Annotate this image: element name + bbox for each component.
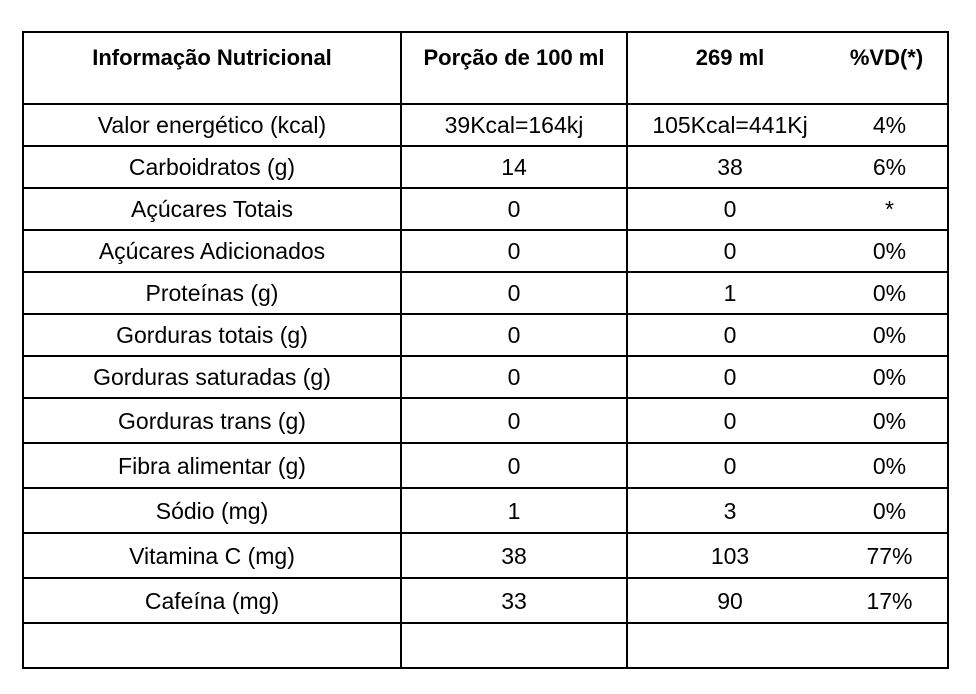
table-row [24, 579, 949, 624]
value-per-269ml: 0 [723, 322, 737, 348]
nutrient-name [24, 624, 402, 667]
table-row [24, 444, 949, 489]
nutrient-name: Gorduras totais (g) [24, 315, 402, 355]
value-per-100ml: 0 [402, 231, 628, 271]
nutrient-name: Fibra alimentar (g) [24, 444, 402, 487]
value-per-100ml: 14 [402, 147, 628, 187]
table-row [24, 489, 949, 534]
nutrient-name: Açúcares Adicionados [24, 231, 402, 271]
value-per-269ml: 105Kcal=441Kj [652, 112, 808, 138]
daily-value-percent: 0% [832, 273, 949, 313]
daily-value-percent: 0% [832, 231, 949, 271]
value-per-100ml: 0 [402, 444, 628, 487]
nutrient-name: Gorduras trans (g) [24, 399, 402, 442]
nutrient-name: Proteínas (g) [24, 273, 402, 313]
value-per-269ml: 0 [723, 407, 737, 434]
value-per-100ml: 0 [402, 357, 628, 397]
table-row [24, 399, 949, 444]
value-per-100ml: 0 [402, 315, 628, 355]
daily-value-percent [832, 624, 949, 667]
value-per-269ml: 103 [710, 542, 750, 569]
value-per-100ml: 0 [402, 273, 628, 313]
value-per-269ml [628, 624, 832, 667]
value-per-269ml: 90 [717, 587, 743, 614]
header-portion-100ml: Porção de 100 ml [402, 33, 628, 103]
value-per-269ml: 38 [717, 154, 743, 180]
header-269ml: 269 ml [695, 45, 765, 70]
table-row [24, 273, 949, 315]
nutrient-name: Vitamina C (mg) [24, 534, 402, 577]
value-per-100ml: 39Kcal=164kj [402, 105, 628, 145]
header-daily-value: %VD(*) [832, 33, 949, 103]
value-per-100ml: 33 [402, 579, 628, 622]
daily-value-percent: 77% [832, 534, 949, 577]
value-per-100ml [402, 624, 628, 667]
value-per-269ml: 3 [723, 497, 737, 524]
daily-value-percent: 0% [832, 399, 949, 442]
table-row [24, 147, 949, 189]
table-row [24, 357, 949, 399]
nutrient-name: Gorduras saturadas (g) [24, 357, 402, 397]
value-per-269ml: 1 [723, 280, 737, 306]
daily-value-percent: 17% [832, 579, 949, 622]
daily-value-percent: 6% [832, 147, 949, 187]
table-row [24, 534, 949, 579]
table-row [24, 231, 949, 273]
table-row-empty [24, 624, 949, 669]
table-row [24, 315, 949, 357]
nutrition-table [22, 31, 949, 669]
table-row [24, 189, 949, 231]
nutrient-name: Cafeína (mg) [24, 579, 402, 622]
value-per-100ml: 0 [402, 399, 628, 442]
nutrient-name: Sódio (mg) [24, 489, 402, 532]
value-per-100ml: 0 [402, 189, 628, 229]
value-per-269ml: 0 [723, 196, 737, 222]
value-per-100ml: 38 [402, 534, 628, 577]
value-per-269ml: 0 [723, 364, 737, 390]
daily-value-percent: 0% [832, 357, 949, 397]
header-nutrition-info: Informação Nutricional [24, 33, 402, 103]
daily-value-percent: 0% [832, 444, 949, 487]
table-header-row [24, 33, 949, 105]
value-per-100ml: 1 [402, 489, 628, 532]
nutrient-name: Carboidratos (g) [24, 147, 402, 187]
value-per-269ml: 0 [723, 238, 737, 264]
nutrient-name: Valor energético (kcal) [24, 105, 402, 145]
daily-value-percent: * [832, 189, 949, 229]
value-per-269ml: 0 [723, 452, 737, 479]
table-row [24, 105, 949, 147]
daily-value-percent: 4% [832, 105, 949, 145]
daily-value-percent: 0% [832, 315, 949, 355]
daily-value-percent: 0% [832, 489, 949, 532]
nutrient-name: Açúcares Totais [24, 189, 402, 229]
